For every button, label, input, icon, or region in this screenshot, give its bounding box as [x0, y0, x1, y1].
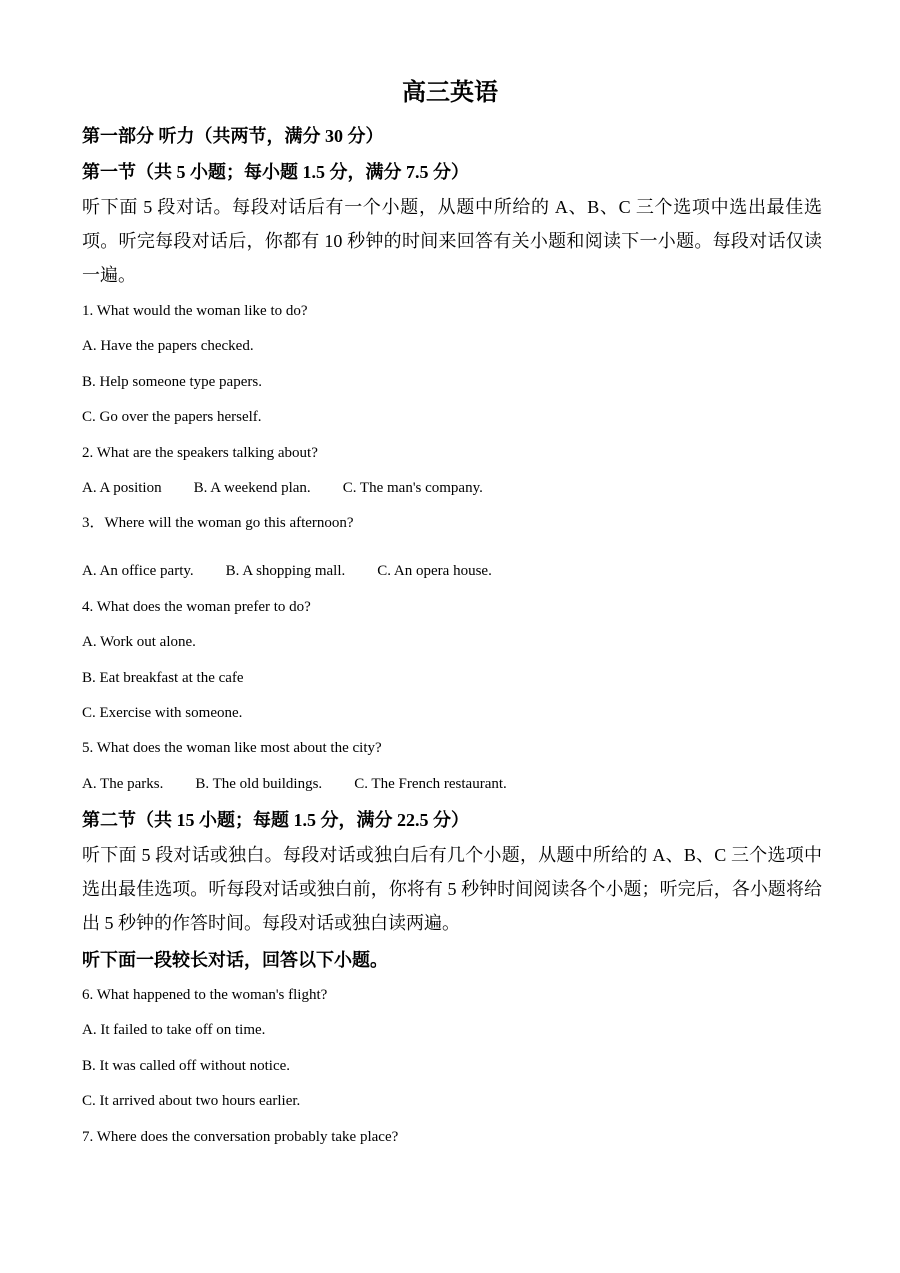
exam-content — [82, 118, 822, 1155]
question-3-option-a: A. An office party. — [82, 563, 194, 580]
question-6-option-b: B. It was called off without notice. — [82, 1057, 291, 1074]
question-4-option-a: A. Work out alone. — [82, 634, 196, 651]
question-2-option-c: C. The man's company. — [342, 479, 483, 496]
question-5-option-b: B. The old buildings. — [195, 775, 323, 792]
question-1-option-b: B. Help someone type papers. — [82, 373, 262, 390]
question-6-option-c: C. It arrived about two hours earlier. — [82, 1093, 301, 1110]
part1-heading: 第一部分 听力（共两节，满分 30 分） — [82, 126, 384, 146]
question-5-option-a: A. The parks. — [82, 775, 164, 792]
question-5: 5. What does the woman like most about the city? — [82, 740, 382, 757]
question-3: 3．Where will the woman go this afternoon? — [82, 515, 354, 532]
section2-heading: 第二节（共 15 小题；每题 1.5 分，满分 22.5 分） — [82, 810, 469, 831]
question-2-options — [82, 471, 822, 506]
page-title: 高三英语 — [402, 80, 498, 106]
question-6: 6. What happened to the woman's flight? — [82, 987, 328, 1004]
question-3-option-c: C. An opera house. — [377, 563, 492, 580]
question-4-option-b: B. Eat breakfast at the cafe — [82, 669, 244, 686]
question-1-option-c: C. Go over the papers herself. — [82, 409, 262, 426]
question-3-option-b: B. A shopping mall. — [225, 563, 346, 580]
question-2-option-b: B. A weekend plan. — [193, 479, 311, 496]
group-heading: 听下面一段较长对话，回答以下小题。 — [82, 950, 388, 971]
question-1-option-a: A. Have the papers checked. — [82, 338, 254, 355]
section1-heading: 第一节（共 5 小题；每小题 1.5 分，满分 7.5 分） — [82, 162, 469, 182]
question-4: 4. What does the woman prefer to do? — [82, 598, 311, 615]
section1-instructions: 听下面 5 段对话。每段对话后有一个小题，从题中所给的 A、B、C 三个选项中选出最佳选项。听完每段对话后，你都有 10 秒钟的时间来回答有关小题和阅读下一小题。每段对话仅读一遍。 — [82, 197, 822, 285]
question-5-options — [82, 767, 822, 802]
question-2-option-a: A. A position — [82, 479, 162, 496]
section2-instructions: 听下面 5 段对话或独白。每段对话或独白后有几个小题，从题中所给的 A、B、C 三个选项中选出最佳选项。听每段对话或独白前，你将有 5 秒钟时间阅读各个小题；听完后，各小题将给出 5 秒钟的作答时间。每段对话或独白读两遍。 — [82, 845, 822, 934]
question-4-option-c: C. Exercise with someone. — [82, 704, 243, 721]
question-6-option-a: A. It failed to take off on time. — [82, 1022, 266, 1039]
question-2: 2. What are the speakers talking about? — [82, 444, 318, 461]
question-7: 7. Where does the conversation probably take place? — [82, 1128, 399, 1145]
question-3-options — [82, 554, 822, 589]
question-1: 1. What would the woman like to do? — [82, 303, 308, 319]
question-5-option-c: C. The French restaurant. — [354, 775, 507, 792]
